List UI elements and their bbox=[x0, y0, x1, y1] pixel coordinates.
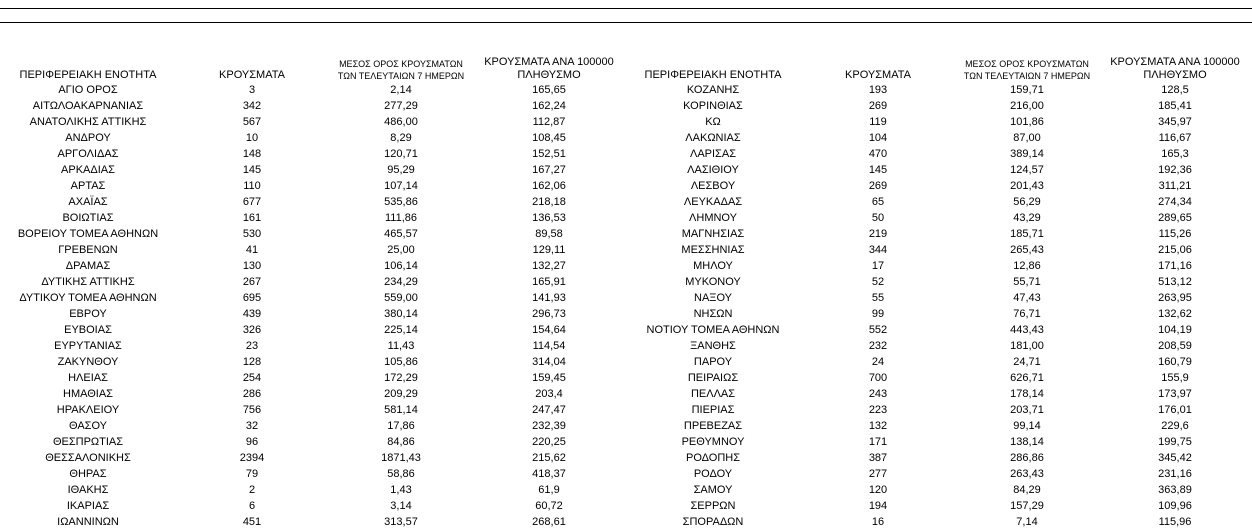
header-per100k-right bbox=[1100, 50, 1250, 82]
avg7-cell: 3,14 bbox=[390, 500, 412, 512]
header-avg7-left bbox=[328, 50, 474, 82]
per100k-cell: 513,12 bbox=[1158, 276, 1192, 288]
per100k-cell: 218,18 bbox=[532, 196, 566, 208]
avg7-cell: 203,71 bbox=[1010, 404, 1044, 416]
avg7-cell: 313,57 bbox=[384, 516, 418, 528]
cases-cell: 50 bbox=[871, 212, 885, 224]
table-row bbox=[0, 418, 1250, 434]
cases-cell: 110 bbox=[243, 180, 261, 192]
cases-cell: 194 bbox=[868, 500, 888, 512]
cases-cell: 17 bbox=[871, 260, 885, 272]
avg7-cell: 286,86 bbox=[1010, 452, 1044, 464]
header-avg7-line2: ΤΩΝ ΤΕΛΕΥΤΑΙΩΝ 7 ΗΜΕΡΩΝ bbox=[963, 71, 1091, 81]
region-cell: ΕΥΡΥΤΑΝΙΑΣ bbox=[54, 340, 122, 352]
region-cell: ΠΑΡΟΥ bbox=[693, 356, 733, 368]
per100k-cell: 345,42 bbox=[1158, 452, 1192, 464]
cases-cell: 120 bbox=[868, 484, 888, 496]
table-row bbox=[0, 242, 1250, 258]
per100k-cell: 160,79 bbox=[1158, 356, 1192, 368]
cases-cell: 269 bbox=[868, 180, 888, 192]
per100k-cell: 167,27 bbox=[532, 164, 566, 176]
cases-cell: 2 bbox=[248, 484, 256, 496]
table-row bbox=[0, 402, 1250, 418]
avg7-cell: 84,86 bbox=[387, 436, 415, 448]
per100k-cell: 231,16 bbox=[1158, 468, 1192, 480]
avg7-cell: 138,14 bbox=[1010, 436, 1044, 448]
per100k-cell: 176,01 bbox=[1158, 404, 1192, 416]
avg7-cell: 216,00 bbox=[1010, 100, 1044, 112]
per100k-cell: 215,62 bbox=[532, 452, 566, 464]
region-cell: ΔΥΤΙΚΗΣ ΑΤΤΙΚΗΣ bbox=[41, 276, 135, 288]
region-cell: ΘΕΣΠΡΩΤΙΑΣ bbox=[52, 436, 124, 448]
region-cell: ΠΕΙΡΑΙΩΣ bbox=[687, 372, 739, 384]
avg7-cell: 209,29 bbox=[384, 388, 418, 400]
cases-cell: 161 bbox=[242, 212, 262, 224]
per100k-cell: 215,06 bbox=[1158, 244, 1192, 256]
cases-cell: 223 bbox=[868, 404, 888, 416]
cases-cell: 219 bbox=[868, 228, 888, 240]
per100k-cell: 165,65 bbox=[532, 84, 566, 96]
avg7-cell: 25,00 bbox=[387, 244, 415, 256]
cases-cell: 128 bbox=[242, 356, 262, 368]
cases-cell: 23 bbox=[245, 340, 259, 352]
avg7-cell: 465,57 bbox=[384, 228, 418, 240]
avg7-cell: 559,00 bbox=[384, 292, 418, 304]
per100k-cell: 296,73 bbox=[532, 308, 566, 320]
avg7-cell: 124,57 bbox=[1010, 164, 1044, 176]
cases-cell: 32 bbox=[245, 420, 259, 432]
avg7-cell: 263,43 bbox=[1010, 468, 1044, 480]
cases-cell: 16 bbox=[871, 516, 885, 528]
per100k-cell: 116,67 bbox=[1158, 132, 1192, 144]
avg7-cell: 8,29 bbox=[390, 132, 412, 144]
avg7-cell: 24,71 bbox=[1013, 356, 1041, 368]
region-cell: ΚΟΡΙΝΘΙΑΣ bbox=[683, 100, 743, 112]
header-cases-left: ΚΡΟΥΣΜΑΤΑ bbox=[219, 69, 285, 81]
region-cell: ΖΑΚΥΝΘΟΥ bbox=[57, 356, 119, 368]
table-row bbox=[0, 210, 1250, 226]
table-row bbox=[0, 386, 1250, 402]
region-cell: ΝΟΤΙΟΥ ΤΟΜΕΑ ΑΘΗΝΩΝ bbox=[646, 324, 780, 336]
table-row bbox=[0, 514, 1250, 530]
region-cell: ΡΟΔΟΥ bbox=[693, 468, 733, 480]
region-cell: ΛΗΜΝΟΥ bbox=[689, 212, 737, 224]
avg7-cell: 277,29 bbox=[384, 100, 418, 112]
avg7-cell: 626,71 bbox=[1010, 372, 1044, 384]
per100k-cell: 418,37 bbox=[532, 468, 566, 480]
avg7-cell: 55,71 bbox=[1013, 276, 1041, 288]
region-cell: ΛΑΣΙΘΙΟΥ bbox=[687, 164, 739, 176]
avg7-cell: 389,14 bbox=[1010, 148, 1044, 160]
per100k-cell: 165,3 bbox=[1161, 148, 1189, 160]
per100k-cell: 165,91 bbox=[532, 276, 566, 288]
per100k-cell: 274,34 bbox=[1158, 196, 1192, 208]
region-cell: ΔΥΤΙΚΟΥ ΤΟΜΕΑ ΑΘΗΝΩΝ bbox=[19, 292, 157, 304]
header-per100k-left bbox=[474, 50, 624, 82]
table-row bbox=[0, 322, 1250, 338]
per100k-cell: 171,16 bbox=[1158, 260, 1192, 272]
per100k-cell: 185,41 bbox=[1158, 100, 1192, 112]
per100k-cell: 192,36 bbox=[1158, 164, 1192, 176]
per100k-cell: 104,19 bbox=[1158, 324, 1192, 336]
cases-cell: 145 bbox=[242, 164, 262, 176]
table-row bbox=[0, 178, 1250, 194]
region-cell: ΘΗΡΑΣ bbox=[69, 468, 107, 480]
per100k-cell: 247,47 bbox=[532, 404, 566, 416]
avg7-cell: 101,86 bbox=[1010, 116, 1044, 128]
header-cases-right: ΚΡΟΥΣΜΑΤΑ bbox=[845, 69, 911, 81]
avg7-cell: 535,86 bbox=[384, 196, 418, 208]
region-cell: ΙΚΑΡΙΑΣ bbox=[66, 500, 110, 512]
per100k-cell: 203,4 bbox=[535, 388, 563, 400]
region-cell: ΡΟΔΟΠΗΣ bbox=[685, 452, 741, 464]
avg7-cell: 12,86 bbox=[1013, 260, 1041, 272]
avg7-cell: 56,29 bbox=[1013, 196, 1041, 208]
per100k-cell: 115,26 bbox=[1158, 228, 1192, 240]
avg7-cell: 99,14 bbox=[1013, 420, 1041, 432]
region-cell: ΙΩΑΝΝΙΝΩΝ bbox=[57, 516, 119, 528]
avg7-cell: 181,00 bbox=[1010, 340, 1044, 352]
cases-cell: 700 bbox=[868, 372, 888, 384]
cases-cell: 342 bbox=[242, 100, 262, 112]
cases-cell: 530 bbox=[242, 228, 262, 240]
avg7-cell: 120,71 bbox=[384, 148, 418, 160]
avg7-cell: 106,14 bbox=[384, 260, 418, 272]
per100k-cell: 154,64 bbox=[532, 324, 566, 336]
table-row bbox=[0, 338, 1250, 354]
region-cell: ΞΑΝΘΗΣ bbox=[690, 340, 736, 352]
header-per100k-line2: ΠΛΗΘΥΣΜΟ bbox=[517, 69, 581, 81]
top-rule bbox=[0, 8, 1252, 9]
cases-cell: 2394 bbox=[239, 452, 265, 464]
region-cell: ΑΙΤΩΛΟΑΚΑΡΝΑΝΙΑΣ bbox=[32, 100, 144, 112]
avg7-cell: 1871,43 bbox=[381, 452, 421, 464]
header-row bbox=[0, 50, 1250, 82]
table-row bbox=[0, 466, 1250, 482]
cases-cell: 6 bbox=[248, 500, 256, 512]
per100k-cell: 128,5 bbox=[1161, 84, 1189, 96]
table-row bbox=[0, 114, 1250, 130]
per100k-cell: 199,75 bbox=[1158, 436, 1192, 448]
avg7-cell: 107,14 bbox=[384, 180, 418, 192]
region-cell: ΠΡΕΒΕΖΑΣ bbox=[683, 420, 743, 432]
table-row bbox=[0, 258, 1250, 274]
cases-cell: 326 bbox=[242, 324, 262, 336]
per100k-cell: 162,24 bbox=[532, 100, 566, 112]
per100k-cell: 132,27 bbox=[532, 260, 566, 272]
cases-cell: 130 bbox=[242, 260, 262, 272]
cases-cell: 148 bbox=[242, 148, 262, 160]
cases-cell: 552 bbox=[868, 324, 888, 336]
avg7-cell: 178,14 bbox=[1010, 388, 1044, 400]
cases-cell: 99 bbox=[871, 308, 885, 320]
table-row bbox=[0, 130, 1250, 146]
cases-cell: 52 bbox=[871, 276, 885, 288]
per100k-cell: 112,87 bbox=[532, 116, 566, 128]
cases-cell: 267 bbox=[242, 276, 262, 288]
cases-cell: 269 bbox=[868, 100, 888, 112]
per100k-cell: 363,89 bbox=[1158, 484, 1192, 496]
header-avg7-line2: ΤΩΝ ΤΕΛΕΥΤΑΙΩΝ 7 ΗΜΕΡΩΝ bbox=[337, 71, 465, 81]
cases-cell: 756 bbox=[242, 404, 262, 416]
region-cell: ΑΝΔΡΟΥ bbox=[65, 132, 111, 144]
region-cell: ΜΥΚΟΝΟΥ bbox=[685, 276, 741, 288]
second-rule bbox=[0, 22, 1252, 23]
table-row bbox=[0, 482, 1250, 498]
per100k-cell: 162,06 bbox=[532, 180, 566, 192]
per100k-cell: 289,65 bbox=[1158, 212, 1192, 224]
avg7-cell: 7,14 bbox=[1016, 516, 1038, 528]
region-cell: ΘΕΣΣΑΛΟΝΙΚΗΣ bbox=[45, 452, 131, 464]
per100k-cell: 345,97 bbox=[1158, 116, 1192, 128]
per100k-cell: 263,95 bbox=[1158, 292, 1192, 304]
avg7-cell: 581,14 bbox=[384, 404, 418, 416]
region-cell: ΛΑΚΩΝΙΑΣ bbox=[685, 132, 741, 144]
avg7-cell: 172,29 bbox=[384, 372, 418, 384]
cases-cell: 3 bbox=[248, 84, 256, 96]
table-row bbox=[0, 82, 1250, 98]
avg7-cell: 201,43 bbox=[1010, 180, 1044, 192]
cases-cell: 344 bbox=[868, 244, 888, 256]
avg7-cell: 111,86 bbox=[384, 212, 417, 224]
cases-cell: 439 bbox=[242, 308, 262, 320]
header-per100k-line2: ΠΛΗΘΥΣΜΟ bbox=[1143, 69, 1207, 81]
avg7-cell: 58,86 bbox=[387, 468, 415, 480]
table-row bbox=[0, 146, 1250, 162]
cases-cell: 65 bbox=[871, 196, 885, 208]
region-cell: ΑΝΑΤΟΛΙΚΗΣ ΑΤΤΙΚΗΣ bbox=[29, 116, 147, 128]
region-cell: ΘΑΣΟΥ bbox=[68, 420, 108, 432]
region-cell: ΓΡΕΒΕΝΩΝ bbox=[58, 244, 118, 256]
avg7-cell: 486,00 bbox=[384, 116, 418, 128]
cases-cell: 24 bbox=[871, 356, 885, 368]
region-cell: ΑΓΙΟ ΟΡΟΣ bbox=[58, 84, 118, 96]
region-cell: ΗΛΕΙΑΣ bbox=[68, 372, 108, 384]
table-row bbox=[0, 194, 1250, 210]
cases-cell: 695 bbox=[242, 292, 262, 304]
cases-cell: 96 bbox=[245, 436, 259, 448]
region-cell: ΜΗΛΟΥ bbox=[693, 260, 733, 272]
region-cell: ΚΟΖΑΝΗΣ bbox=[686, 84, 740, 96]
per100k-cell: 89,58 bbox=[535, 228, 563, 240]
cases-cell: 10 bbox=[245, 132, 259, 144]
per100k-cell: 220,25 bbox=[532, 436, 566, 448]
avg7-cell: 1,43 bbox=[390, 484, 412, 496]
region-cell: ΒΟΙΩΤΙΑΣ bbox=[62, 212, 114, 224]
avg7-cell: 95,29 bbox=[387, 164, 415, 176]
per100k-cell: 60,72 bbox=[535, 500, 563, 512]
cases-cell: 104 bbox=[868, 132, 888, 144]
per100k-cell: 152,51 bbox=[532, 148, 566, 160]
table-row bbox=[0, 450, 1250, 466]
table-row bbox=[0, 98, 1250, 114]
region-cell: ΑΡΚΑΔΙΑΣ bbox=[61, 164, 115, 176]
per100k-cell: 159,45 bbox=[532, 372, 566, 384]
avg7-cell: 43,29 bbox=[1013, 212, 1041, 224]
cases-cell: 243 bbox=[868, 388, 888, 400]
avg7-cell: 159,71 bbox=[1010, 84, 1044, 96]
header-avg7-line1: ΜΕΣΟΣ ΟΡΟΣ ΚΡΟΥΣΜΑΤΩΝ bbox=[339, 59, 463, 69]
table-row bbox=[0, 354, 1250, 370]
cases-cell: 171 bbox=[868, 436, 888, 448]
avg7-cell: 87,00 bbox=[1013, 132, 1041, 144]
per100k-cell: 173,97 bbox=[1158, 388, 1192, 400]
region-cell: ΣΠΟΡΑΔΩΝ bbox=[682, 516, 744, 528]
region-cell: ΛΕΣΒΟΥ bbox=[690, 180, 736, 192]
per100k-cell: 132,62 bbox=[1158, 308, 1192, 320]
cases-table bbox=[0, 50, 1250, 530]
avg7-cell: 225,14 bbox=[384, 324, 418, 336]
header-region-left: ΠΕΡΙΦΕΡΕΙΑΚΗ ΕΝΟΤΗΤΑ bbox=[19, 69, 157, 81]
avg7-cell: 11,43 bbox=[387, 340, 415, 352]
avg7-cell: 234,29 bbox=[384, 276, 418, 288]
per100k-cell: 232,39 bbox=[532, 420, 566, 432]
cases-cell: 567 bbox=[242, 116, 262, 128]
region-cell: ΠΕΛΛΑΣ bbox=[690, 388, 736, 400]
region-cell: ΗΡΑΚΛΕΙΟΥ bbox=[56, 404, 120, 416]
table-row bbox=[0, 306, 1250, 322]
cases-cell: 119 bbox=[869, 116, 887, 128]
per100k-cell: 108,45 bbox=[532, 132, 566, 144]
per100k-cell: 268,61 bbox=[532, 516, 566, 528]
avg7-cell: 443,43 bbox=[1010, 324, 1044, 336]
table-row bbox=[0, 162, 1250, 178]
avg7-cell: 2,14 bbox=[390, 84, 412, 96]
per100k-cell: 109,96 bbox=[1158, 500, 1192, 512]
per100k-cell: 114,54 bbox=[532, 340, 566, 352]
table-row bbox=[0, 370, 1250, 386]
region-cell: ΑΧΑΪΑΣ bbox=[68, 196, 108, 208]
region-cell: ΑΡΤΑΣ bbox=[70, 180, 106, 192]
region-cell: ΕΥΒΟΙΑΣ bbox=[64, 324, 112, 336]
region-cell: ΕΒΡΟΥ bbox=[69, 308, 107, 320]
region-cell: ΚΩ bbox=[705, 116, 721, 128]
header-avg7-right bbox=[954, 50, 1100, 82]
per100k-cell: 208,59 bbox=[1158, 340, 1192, 352]
avg7-cell: 84,29 bbox=[1013, 484, 1041, 496]
region-cell: ΠΙΕΡΙΑΣ bbox=[691, 404, 735, 416]
region-cell: ΜΑΓΝΗΣΙΑΣ bbox=[681, 228, 745, 240]
table-row bbox=[0, 434, 1250, 450]
avg7-cell: 185,71 bbox=[1010, 228, 1044, 240]
cases-cell: 677 bbox=[242, 196, 262, 208]
region-cell: ΛΑΡΙΣΑΣ bbox=[689, 148, 736, 160]
avg7-cell: 157,29 bbox=[1010, 500, 1044, 512]
region-cell: ΔΡΑΜΑΣ bbox=[65, 260, 111, 272]
region-cell: ΑΡΓΟΛΙΔΑΣ bbox=[57, 148, 119, 160]
cases-cell: 451 bbox=[242, 516, 262, 528]
cases-cell: 55 bbox=[871, 292, 885, 304]
table-row bbox=[0, 498, 1250, 514]
per100k-cell: 115,96 bbox=[1158, 516, 1192, 528]
region-cell: ΗΜΑΘΙΑΣ bbox=[63, 388, 113, 400]
avg7-cell: 105,86 bbox=[384, 356, 418, 368]
cases-cell: 254 bbox=[242, 372, 262, 384]
region-cell: ΝΑΞΟΥ bbox=[694, 292, 732, 304]
cases-cell: 79 bbox=[245, 468, 259, 480]
cases-cell: 286 bbox=[242, 388, 262, 400]
header-avg7-line1: ΜΕΣΟΣ ΟΡΟΣ ΚΡΟΥΣΜΑΤΩΝ bbox=[965, 59, 1089, 69]
cases-cell: 232 bbox=[868, 340, 888, 352]
per100k-cell: 136,53 bbox=[532, 212, 566, 224]
region-cell: ΙΘΑΚΗΣ bbox=[67, 484, 109, 496]
per100k-cell: 141,93 bbox=[532, 292, 566, 304]
cases-cell: 470 bbox=[868, 148, 888, 160]
per100k-cell: 129,11 bbox=[532, 244, 566, 256]
avg7-cell: 17,86 bbox=[387, 420, 415, 432]
table-row bbox=[0, 274, 1250, 290]
cases-cell: 132 bbox=[868, 420, 888, 432]
per100k-cell: 311,21 bbox=[1158, 180, 1192, 192]
table-row bbox=[0, 226, 1250, 242]
region-cell: ΣΑΜΟΥ bbox=[693, 484, 733, 496]
header-per100k-line1: ΚΡΟΥΣΜΑΤΑ ΑΝΑ 100000 bbox=[484, 56, 614, 68]
region-cell: ΝΗΣΩΝ bbox=[693, 308, 733, 320]
per100k-cell: 229,6 bbox=[1161, 420, 1189, 432]
header-region-right: ΠΕΡΙΦΕΡΕΙΑΚΗ ΕΝΟΤΗΤΑ bbox=[644, 69, 782, 81]
cases-cell: 145 bbox=[868, 164, 888, 176]
avg7-cell: 47,43 bbox=[1013, 292, 1041, 304]
per100k-cell: 61,9 bbox=[538, 484, 560, 496]
region-cell: ΛΕΥΚΑΔΑΣ bbox=[683, 196, 743, 208]
table-row bbox=[0, 290, 1250, 306]
region-cell: ΜΕΣΣΗΝΙΑΣ bbox=[681, 244, 745, 256]
avg7-cell: 265,43 bbox=[1010, 244, 1044, 256]
per100k-cell: 155,9 bbox=[1161, 372, 1189, 384]
cases-cell: 41 bbox=[245, 244, 259, 256]
cases-cell: 277 bbox=[868, 468, 888, 480]
region-cell: ΒΟΡΕΙΟΥ ΤΟΜΕΑ ΑΘΗΝΩΝ bbox=[17, 228, 159, 240]
avg7-cell: 380,14 bbox=[384, 308, 418, 320]
avg7-cell: 76,71 bbox=[1013, 308, 1041, 320]
per100k-cell: 314,04 bbox=[532, 356, 566, 368]
header-per100k-line1: ΚΡΟΥΣΜΑΤΑ ΑΝΑ 100000 bbox=[1110, 56, 1240, 68]
region-cell: ΣΕΡΡΩΝ bbox=[690, 500, 736, 512]
cases-cell: 387 bbox=[868, 452, 888, 464]
region-cell: ΡΕΘΥΜΝΟΥ bbox=[681, 436, 745, 448]
cases-cell: 193 bbox=[868, 84, 888, 96]
